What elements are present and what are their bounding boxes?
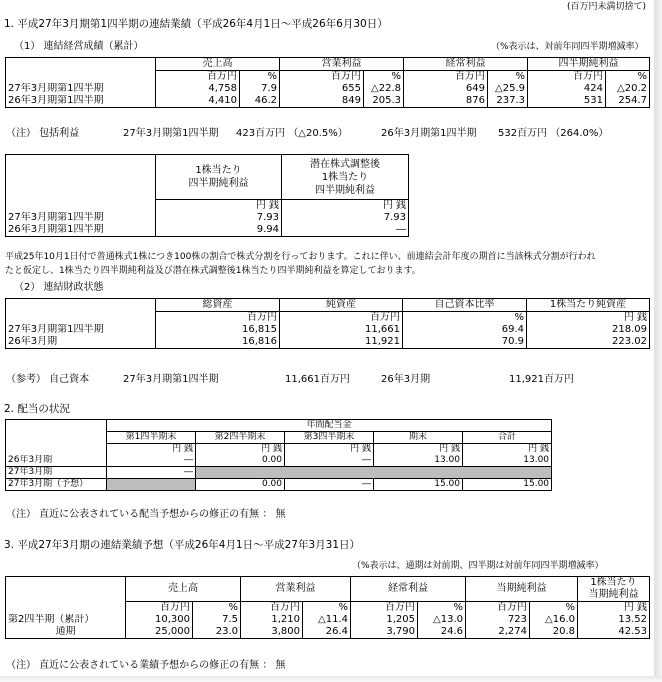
header-eps: 1株当たり 当期純利益 (578, 577, 650, 602)
table-header-row (6, 155, 409, 200)
comprehensive-income-label: （注） 包括利益 (6, 128, 80, 139)
section-3-title: 3. 平成27年3月期の連結業績予想（平成26年4月1日～平成27年3月31日） (4, 539, 361, 551)
table-row: 通期 25,000 23.0 3,800 26.4 3,790 24.6 2,274 20.8 42.53 (6, 626, 650, 639)
page-shadow-right (654, 0, 662, 682)
comprehensive-income-current-value: 423百万円 （△20.5%） (236, 128, 348, 139)
dividend-forecast-note: （注） 直近に公表されている配当予想からの修正の有無 ： 無 (6, 509, 286, 520)
table-row: 27年3月期 ― (6, 467, 552, 479)
header-annual-dividend: 年間配当金 (107, 420, 552, 432)
table-unit-row: 百万円 % 百万円 % 百万円 % 百万円 % (6, 71, 650, 84)
eps-table (5, 154, 409, 237)
equity-reference-prior-label: 26年3月期 (381, 374, 431, 385)
header-total-assets: 総資産 (156, 299, 280, 312)
shaded-cell (196, 467, 552, 479)
table-row: 26年3月期第1四半期 4,410 46.2 849 205.3 876 237.3 531 254.7 (6, 95, 650, 108)
header-sales: 売上高 (156, 58, 280, 71)
forecast-table (5, 576, 650, 639)
stock-split-note-line-2: たと仮定し、1株当たり四半期純利益及び潜在株式調整後1株当たり四半期純利益を算定しております。 (5, 266, 421, 276)
shaded-cell (107, 479, 196, 491)
table-unit-row: 百万円 % 百万円 % 百万円 % 百万円 % 円 銭 (6, 602, 650, 615)
header-ordinary-income: 経常利益 (351, 577, 466, 602)
table-header-row: 第1四半期末 第2四半期末 第3四半期末 期末 合計 (6, 432, 552, 444)
table-row: 27年3月期第1四半期 16,815 11,661 69.4 218.09 (6, 324, 650, 336)
table-row: 第2四半期（累計） 10,300 7.5 1,210 △11.4 1,205 △13.0 723 △16.0 13.52 (6, 614, 650, 626)
header-operating-income: 営業利益 (280, 58, 404, 71)
table-row: 26年3月期第1四半期 9.94 ― (6, 224, 409, 237)
equity-reference-current-value: 11,661百万円 (285, 374, 350, 385)
section-1-1-note: （%表示は、対前年同四半期増減率） (491, 42, 644, 52)
table-header-row (6, 299, 650, 312)
section-1-title: 1. 平成27年3月期第1四半期の連結業績（平成26年4月1日～平成26年6月30日） (4, 18, 388, 30)
comprehensive-income-prior-label: 26年3月期第1四半期 (381, 128, 477, 139)
unit-note: (百万円未満切捨て) (567, 2, 647, 12)
header-net-income: 当期純利益 (466, 577, 578, 602)
section-2-title: 2. 配当の状況 (4, 403, 70, 415)
header-equity-ratio: 自己資本比率 (403, 299, 527, 312)
header-net-assets: 純資産 (280, 299, 403, 312)
header-eps: 1株当たり 四半期純利益 (156, 155, 282, 200)
table-unit-row: 円 銭 円 銭 (6, 200, 409, 213)
section-1-1-title: （1） 連結経営成績（累計） (14, 41, 144, 52)
comprehensive-income-prior-value: 532百万円 （264.0%） (498, 128, 609, 139)
header-operating-income: 営業利益 (241, 577, 351, 602)
table-row: 26年3月期 16,816 11,921 70.9 223.02 (6, 336, 650, 349)
table-header-row (6, 577, 650, 602)
table-header-row (6, 58, 650, 71)
table-row: 27年3月期（予想） 0.00 ― 15.00 15.00 (6, 479, 552, 491)
table-unit-row: 百万円 百万円 % 円 銭 (6, 312, 650, 325)
table-row: 27年3月期第1四半期 4,758 7.9 655 △22.8 649 △25.9 424 △20.2 (6, 83, 650, 95)
table-unit-row: 円 銭 円 銭 円 銭 円 銭 円 銭 (6, 444, 552, 456)
section-1-2-title: （2） 連結財政状態 (14, 282, 104, 293)
header-diluted-eps: 潜在株式調整後 1株当たり 四半期純利益 (282, 155, 409, 200)
header-net-income: 四半期純利益 (528, 58, 650, 71)
table-row: 26年3月期 ― 0.00 ― 13.00 13.00 (6, 455, 552, 467)
table-row: 27年3月期第1四半期 7.93 7.93 (6, 212, 409, 224)
header-ordinary-income: 経常利益 (404, 58, 528, 71)
operating-results-table (5, 57, 650, 108)
header-bps: 1株当たり純資産 (527, 299, 650, 312)
financial-position-table (5, 298, 650, 349)
equity-reference-label: （参考） 自己資本 (6, 374, 90, 385)
earnings-forecast-note: （注） 直近に公表されている業績予想からの修正の有無 ： 無 (6, 660, 286, 671)
section-3-note: （%表示は、通期は対前期、四半期は対前年同四半期増減率） (352, 561, 604, 571)
comprehensive-income-current-label: 27年3月期第1四半期 (123, 128, 219, 139)
header-sales: 売上高 (126, 577, 241, 602)
equity-reference-current-label: 27年3月期第1四半期 (123, 374, 219, 385)
equity-reference-prior-value: 11,921百万円 (509, 374, 574, 385)
stock-split-note-line-1: 平成25年10月1日付で普通株式1株につき100株の割合で株式分割を行っております。これに伴い、前連結会計年度の期首に当該株式分割が行われ (5, 252, 596, 262)
dividend-table (5, 419, 552, 491)
page-shadow-bottom (0, 676, 662, 682)
